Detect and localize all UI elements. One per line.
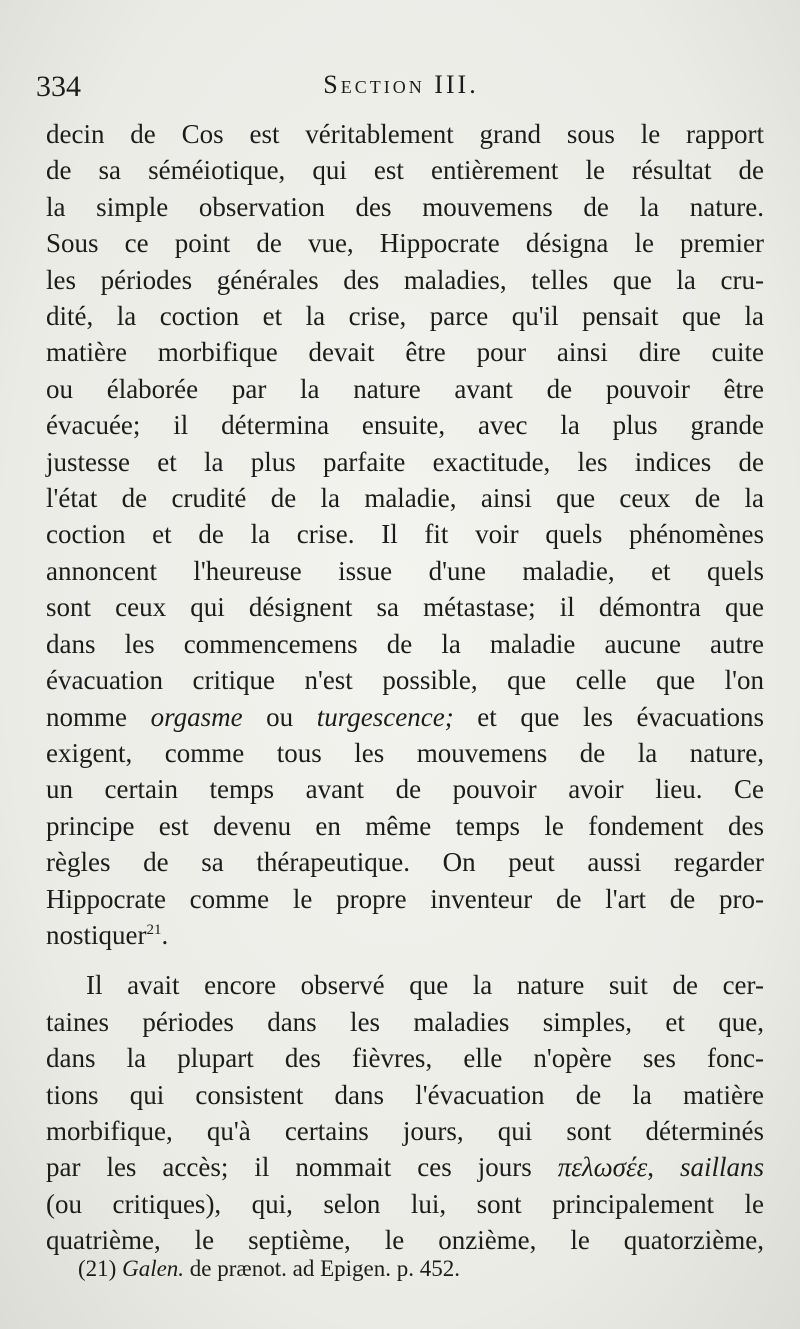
text-line: principe est devenu en même temps le fondement des [46,810,764,841]
text-line: (ou critiques), qui, selon lui, sont principalement le [46,1188,764,1219]
text-line: decin de Cos est véritablement grand sous le rapport [46,119,764,149]
footnote-number: (21) [78,1256,117,1281]
text-segment: , [647,1152,680,1183]
page-header [36,70,766,110]
text-line: règles de sa thérapeutique. On peut aussi regarder [46,847,764,878]
footnote-reference: 21 [146,921,162,938]
text-line: les périodes générales des maladies, telles que la cru- [46,264,764,295]
text-line: annoncent l'heureuse issue d'une maladie, et quels [46,555,764,586]
text-line: justesse et la plus parfaite exactitude, les indices de [46,446,764,477]
text-line: dité, la coction et la crise, parce qu'il pensait que la [46,301,764,332]
text-line: taines périodes dans les maladies simples, et que, [46,1006,764,1037]
footnote [78,1256,460,1282]
text-line: sont ceux qui désignent sa métastase; il démontra que [46,592,764,623]
text-line: l'état de crudité de la maladie, ainsi que ceux de la [46,483,764,514]
text-line-final [46,917,764,953]
paragraph-gap [46,953,764,967]
text-line: évacuation critique n'est possible, que celle que l'on [46,665,764,696]
text-segment: et que les évacuations [453,701,764,732]
italic-term: turgescence; [316,701,454,732]
text-line: Sous ce point de vue, Hippocrate désigna le premier [46,228,764,259]
italic-term: saillans [679,1152,764,1183]
text-line: évacuée; il détermina ensuite, avec la plus grande [46,410,764,441]
text-line: un certain temps avant de pouvoir avoir lieu. Ce [46,774,764,805]
text-line: tions qui consistent dans l'évacuation de la matière [46,1079,764,1110]
footnote-author: Galen. [122,1256,185,1281]
text-line: matière morbifique devait être pour ainsi dire cuite [46,337,764,368]
text-line: ou élaborée par la nature avant de pouvoir être [46,373,764,404]
text-line: la simple observation des mouvemens de la nature. [46,191,764,222]
text-line: morbifique, qu'à certains jours, qui sont déterminés [46,1115,764,1146]
greek-term: πελωσέε [557,1152,648,1183]
text-line: Il avait encore observé que la nature suit de cer- [86,970,764,1001]
text-line: coction et de la crise. Il fit voir quels phénomènes [46,519,764,550]
text-segment: nostiquer [46,919,147,950]
text-segment: ou [242,701,317,732]
text-line: Hippocrate comme le propre inventeur de l'art de pro- [46,883,764,914]
text-line-orgasme [46,699,764,735]
text-segment: par les accès; il nommait ces jours [46,1152,558,1183]
footnote-text: de prænot. ad Epigen. p. 452. [189,1256,461,1281]
text-line: quatrième, le septième, le onzième, le quatorzième, [46,1225,764,1256]
body-text [46,116,764,1259]
italic-term: orgasme [150,701,243,732]
text-line: de sa séméiotique, qui est entièrement le résultat de [46,155,764,186]
text-segment: . [161,919,169,950]
text-line: dans la plupart des fièvres, elle n'opère ses fonc- [46,1043,764,1074]
text-line: exigent, comme tous les mouvemens de la nature, [46,737,764,768]
text-line-greek [46,1149,764,1185]
running-head: Section III. [323,70,479,99]
text-line: dans les commencemens de la maladie aucune autre [46,628,764,659]
page-number: 334 [36,70,81,103]
text-segment: nomme [46,701,151,732]
